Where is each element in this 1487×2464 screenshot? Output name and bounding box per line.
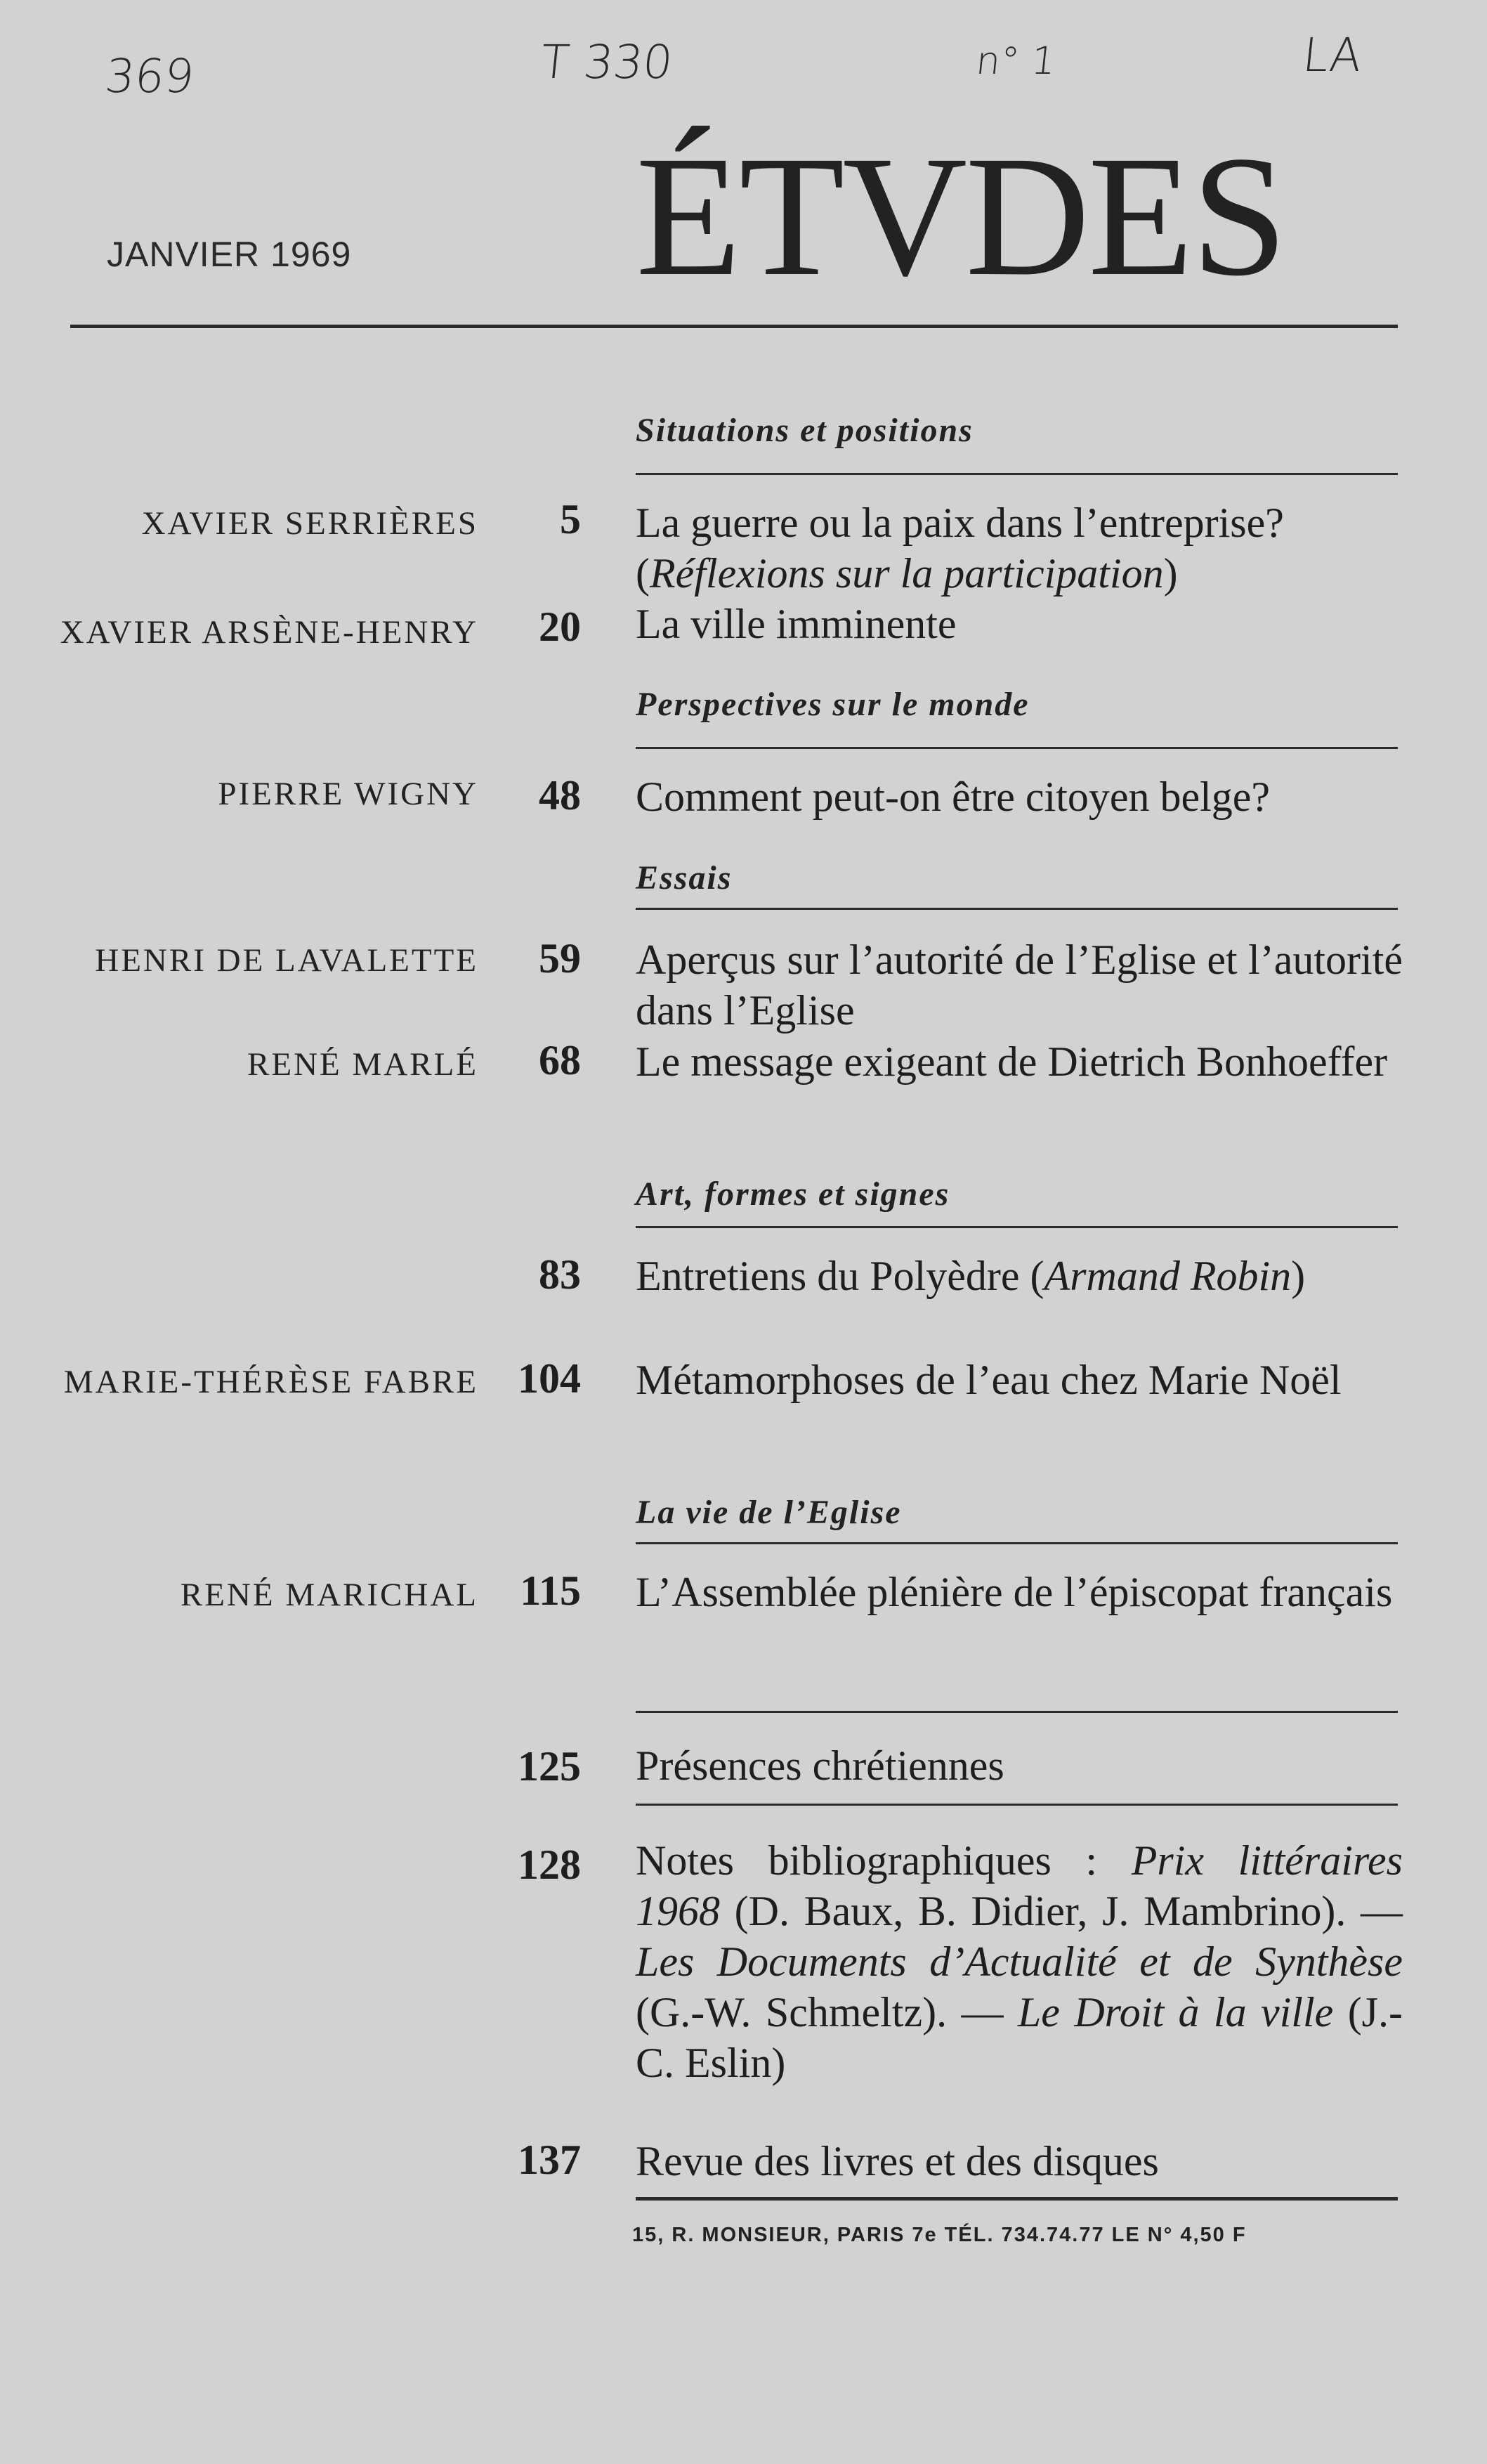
section-heading-perspectives: Perspectives sur le monde (636, 686, 1030, 723)
footer-rule (636, 2197, 1398, 2201)
subtitle-italic: Réflexions sur la participation (649, 550, 1164, 597)
article-title-metamorphoses: Métamorphoses de l’eau chez Marie Noël (636, 1357, 1342, 1403)
handwritten-note-center: T 330 (537, 35, 676, 89)
title-text: Notes bibliographiques : (636, 1837, 1132, 1884)
paren: ) (1291, 1253, 1306, 1299)
title-italic: Les Documents d’Actualité et de Synthèse (636, 1938, 1403, 1985)
page-number-48: 48 (539, 772, 581, 819)
section-heading-situations: Situations et positions (636, 412, 974, 449)
article-title-citoyen-belge: Comment peut-on être citoyen belge? (636, 774, 1271, 820)
article-title-guerre-paix (636, 497, 1403, 599)
author-marichal: RENÉ MARICHAL (180, 1577, 478, 1613)
title-text: La guerre ou la paix dans l’entreprise? (636, 500, 1284, 546)
paren: ( (636, 550, 650, 597)
page-number-104: 104 (518, 1355, 581, 1402)
article-title-ville-imminente: La ville imminente (636, 601, 957, 647)
page-number-83: 83 (539, 1251, 581, 1298)
masthead-title: ÉTVDES (636, 121, 1285, 312)
page-number-68: 68 (539, 1037, 581, 1083)
author-wigny: PIERRE WIGNY (218, 776, 478, 812)
title-text: (D. Baux, B. Didier, J. Mambrino). — (720, 1888, 1403, 1934)
issue-date: JANVIER 1969 (107, 235, 352, 274)
title-italic: Prix littéraires 1968 (636, 1837, 1403, 1934)
page-number-128: 128 (518, 1842, 581, 1888)
article-title-revue-livres: Revue des livres et des disques (636, 2138, 1159, 2184)
section-rule (636, 747, 1398, 749)
page-number-59: 59 (539, 935, 581, 982)
article-title-assemblee-episcopat: L’Assemblée plénière de l’épiscopat français (636, 1569, 1393, 1615)
section-rule (636, 908, 1398, 910)
article-title-autorite-eglise: Aperçus sur l’autorité de l’Eglise et l’autorité dans l’Eglise (636, 937, 1403, 1034)
section-rule (636, 473, 1398, 475)
article-title-presences-chretiennes: Présences chrétiennes (636, 1742, 1004, 1789)
section-rule (636, 1542, 1398, 1544)
footer-address: 15, R. MONSIEUR, PARIS 7e TÉL. 734.74.77 LE N° 4,50 F (632, 2224, 1247, 2246)
handwritten-note-issue: n° 1 (974, 39, 1059, 83)
article-title-notes-bibliographiques (636, 1835, 1403, 2088)
author-fabre: MARIE-THÉRÈSE FABRE (63, 1364, 478, 1400)
article-title-bonhoeffer: Le message exigeant de Dietrich Bonhoeffer (636, 1038, 1388, 1085)
author-marle: RENÉ MARLÉ (247, 1046, 478, 1083)
title-text: (G.-W. Schmeltz). — (636, 1989, 1018, 2035)
paren: ) (1163, 550, 1178, 597)
section-heading-art: Art, formes et signes (636, 1175, 950, 1213)
title-italic: Armand Robin (1044, 1253, 1292, 1299)
page-number-20: 20 (539, 604, 581, 650)
title-italic: Le Droit à la ville (1017, 1989, 1334, 2035)
header-rule (70, 325, 1398, 328)
title-text: (J.-C. Eslin) (636, 1989, 1403, 2086)
page-number-137: 137 (518, 2137, 581, 2183)
author-arsene-henry: XAVIER ARSÈNE-HENRY (60, 614, 478, 651)
handwritten-note-left: 369 (102, 49, 197, 103)
page-number-5: 5 (560, 496, 581, 542)
author-serrieres: XAVIER SERRIÈRES (141, 505, 478, 542)
section-rule (636, 1804, 1398, 1806)
handwritten-note-right: LA (1299, 28, 1365, 82)
section-rule (636, 1711, 1398, 1713)
page-number-115: 115 (520, 1567, 581, 1614)
section-heading-essais: Essais (636, 859, 733, 897)
author-lavalette: HENRI DE LAVALETTE (95, 942, 478, 979)
section-rule (636, 1226, 1398, 1228)
article-title-polyedre (636, 1251, 1403, 1301)
section-heading-vie-eglise: La vie de l’Eglise (636, 1494, 902, 1531)
page-number-125: 125 (518, 1743, 581, 1790)
title-text: Entretiens du Polyèdre ( (636, 1253, 1044, 1299)
